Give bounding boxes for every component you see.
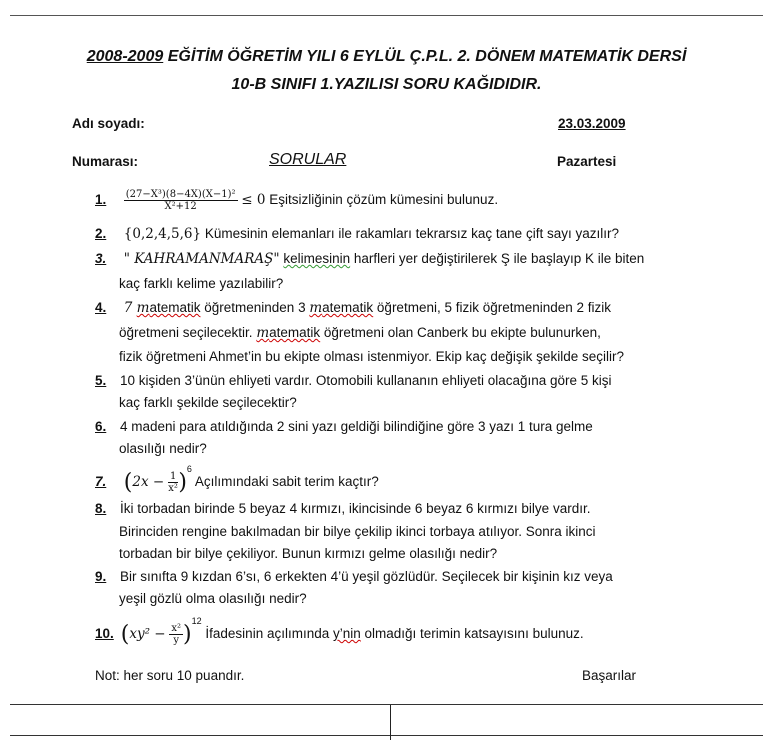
question-text: Bir sınıfta 9 kızdan 6’sı, 6 erkekten 4’ü yeşil gözlüdür. Seçilecek bir kişinin kız veya [120, 569, 613, 584]
exam-day: Pazartesi [557, 154, 617, 169]
question-1 [95, 189, 498, 212]
question-text: Açılımındaki sabit terim kaçtır? [191, 474, 379, 489]
q1-fraction [124, 189, 238, 212]
question-10: 10. (xy² − $\frac{\text{x²}}{y}$ )$^{12}$ İfadesinin açılımında y’nin olmadığı terimin katsayısını bulunuz. [95, 616, 584, 647]
expression: 2x − [132, 474, 165, 490]
question-text: olmadığı terimin katsayısını bulunuz. [360, 626, 584, 641]
question-text: 10 kişiden 3’ünün ehliyeti vardır. Otomobili kullananın ehliyeti olacağına göre 5 kişi [120, 373, 612, 388]
question-4-cont-1 [119, 325, 601, 341]
question-text: 4 madeni para atıldığında 2 sini yazı geldiği bilindiğine göre 3 yazı 1 tura gelme [120, 419, 593, 434]
question-9-cont: yeşil gözlü olma olasılığı nedir? [119, 591, 307, 606]
bottom-border [10, 704, 763, 705]
question-8-cont-2: torbadan bir bilye çekiliyor. Bunun kırmızı gelme olasılığı nedir? [119, 546, 498, 561]
footer-note: Not: her soru 10 puandır. [95, 668, 245, 683]
text: atematik [149, 300, 201, 315]
question-number: 7. [95, 474, 107, 489]
bottom-border-2 [10, 735, 763, 736]
text: öğretmeninden 3 [200, 300, 310, 315]
question-number: 8. [95, 501, 107, 516]
exponent: 12 [191, 616, 202, 626]
question-3-cont: kaç farklı kelime yazılabilir? [119, 276, 284, 291]
text: atematik [269, 325, 321, 340]
top-border [10, 15, 763, 16]
fraction-denominator: x² [168, 482, 178, 494]
relation: ≤ 0 [241, 192, 266, 209]
section-title: SORULAR [269, 151, 347, 168]
title-line-2: 10-B SINIFI 1.YAZILISI SORU KAĞIDIDIR. [231, 76, 542, 93]
title-rest: EĞİTİM ÖĞRETİM YILI 6 EYLÜL Ç.P.L. 2. DÖNEM MATEMATİK DERSİ [163, 48, 687, 65]
question-4-cont-2: fizik öğretmeni Ahmet’in bu ekipte olması istenmiyor. Ekip kaç değişik şekilde seçilir? [119, 349, 624, 364]
text: m [256, 325, 270, 341]
name-label: Adı soyadı: [72, 116, 145, 131]
footer-closing: Başarılar [582, 668, 637, 683]
question-5-cont: kaç farklı şekilde seçilecektir? [119, 395, 297, 410]
question-number: 6. [95, 419, 107, 434]
number-label: Numarası: [72, 154, 139, 169]
question-7: 7. (2x − $\frac{1}{\text{x²}}$ )$^6$ Açılımındaki sabit terim kaçtır? [95, 464, 379, 495]
text: atematik [322, 300, 374, 315]
question-8-cont-1: Birinciden rengine bakılmadan bir bilye çekilip ikinci torbaya atılıyor. Sonra ikinci [119, 524, 596, 539]
question-number: 1. [95, 192, 107, 208]
question-9 [95, 569, 613, 584]
question-number: 9. [95, 569, 107, 584]
expression: xy² − [129, 626, 166, 642]
question-number: 2. [95, 226, 107, 241]
text: 7 [123, 300, 137, 316]
question-text: İfadesinin açılımında [201, 626, 333, 641]
question-number: 10. [95, 626, 114, 641]
title-year: 2008-2009 [86, 48, 164, 65]
question-text: Kümesinin elemanları ile rakamları tekrarsız kaç tane çift sayı yazılır? [201, 226, 619, 241]
text: m [309, 300, 323, 316]
fraction-denominator: y [173, 634, 180, 646]
set: {0,2,4,5,6} [123, 226, 202, 242]
fraction-denominator: X²+12 [164, 201, 197, 212]
question-8 [95, 501, 590, 516]
text: öğretmeni, 5 fizik öğretmeninden 2 fizik [373, 300, 612, 315]
word: " KAHRAMANMARAŞ" [123, 251, 280, 267]
text: öğretmeni seçilecektir. [119, 325, 257, 340]
text: m [136, 300, 150, 316]
question-3 [95, 251, 644, 267]
exponent: 6 [186, 464, 192, 474]
divider [390, 705, 391, 740]
question-5 [95, 373, 612, 388]
question-text: İki torbadan birinde 5 beyaz 4 kırmızı, ikincisinde 6 beyaz 6 kırmızı bilye vardır. [120, 501, 591, 516]
question-number: 4. [95, 300, 107, 315]
fraction-numerator: 1 [169, 470, 177, 482]
word-suffix: kelimesinin [283, 251, 351, 266]
title-line-1 [0, 48, 773, 66]
question-6-cont: olasılığı nedir? [119, 441, 207, 456]
fraction-numerator: x² [171, 622, 182, 634]
question-number: 3. [95, 251, 107, 266]
question-text: Eşitsizliğinin çözüm kümesini bulunuz. [265, 192, 499, 208]
text: öğretmeni olan Canberk bu ekipte bulunurken, [320, 325, 601, 340]
exam-date: 23.03.2009 [558, 116, 626, 131]
question-4 [95, 300, 611, 316]
question-text: harfleri yer değiştirilerek Ş ile başlayıp K ile biten [350, 251, 645, 266]
fraction-numerator: (27−X³)(8−4X)(X−1)² [125, 189, 236, 200]
question-6 [95, 419, 593, 434]
question-number: 5. [95, 373, 107, 388]
question-2 [95, 226, 619, 242]
question-text: y’nin [332, 626, 361, 641]
